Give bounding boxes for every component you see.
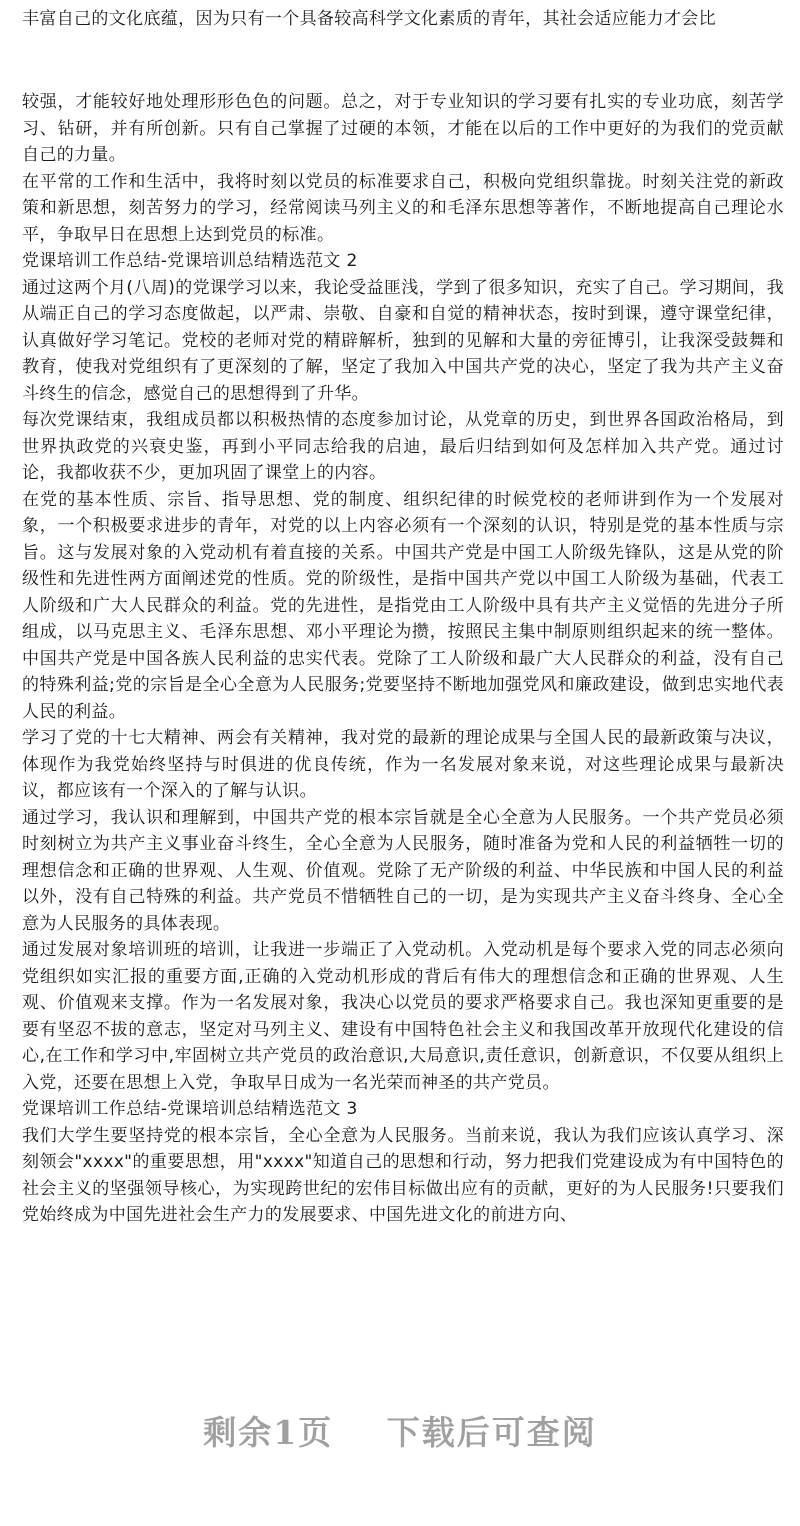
paragraph: 通过学习，我认识和理解到，中国共产党的根本宗旨就是全心全意为人民服务。一个共产党员必须时刻树立为共产主义事业奋斗终生，全心全意为人民服务，随时准备为党和人民的利益牺牲一切的理想信念和正确的世界观、人生观、价值观。党除了无产阶级的利益、中华民族和中国人民的利益以外，没有自己特殊的利益。共产党员不惜牺牲自己的一切，是为实现共产主义奋斗终身、全心全意为人民服务的具体表现。 [22,807,784,934]
paragraph: 每次党课结束，我组成员都以积极热情的态度参加讨论，从党章的历史，到世界各国政治格局，到世界执政党的兴衰史鉴，再到小平同志给我的启迪，最后归结到如何及怎样加入共产党。通过讨论，我都收获不少，更加巩固了课堂上的内容。 [22,410,784,483]
top-line: 丰富自己的文化底蕴，因为只有一个具备较高科学文化素质的青年，其社会适应能力才会比 [22,9,716,29]
section-title: 党课培训工作总结-党课培训总结精选范文 2 [22,251,358,271]
remaining-pages-label: 剩余1页 [203,1413,334,1452]
section-title: 党课培训工作总结-党课培训总结精选范文 3 [22,1099,358,1119]
paragraph: 较强，才能较好地处理形形色色的问题。总之，对于专业知识的学习要有扎实的专业功底，刻苦学习、钻研，并有所创新。只有自己掌握了过硬的本领，才能在以后的工作中更好的为我们的党贡献自己的力量。 [22,92,784,165]
paragraph: 通过发展对象培训班的培训，让我进一步端正了入党动机。入党动机是每个要求入党的同志必须向党组织如实汇报的重要方面,正确的入党动机形成的背后有伟大的理想信念和正确的世界观、人生观、价值观来支撑。作为一名发展对象，我决心以党员的要求严格要求自己。我也深知更重要的是要有坚忍不拔的意志，坚定对马列主义、建设有中国特色社会主义和我国改革开放现代化建设的信心,在工作和学习中,牢固树立共产党员的政治意识,大局意识,责任意识，创新意识，不仅要从组织上入党，还要在思想上入党，争取早日成为一名光荣而神圣的共产党员。 [22,940,784,1093]
paragraph: 在平常的工作和生活中，我将时刻以党员的标准要求自己，积极向党组织靠拢。时刻关注党的新政策和新思想，刻苦努力的学习，经常阅读马列主义的和毛泽东思想等著作，不断地提高自己理论水平，争取早日在思想上达到党员的标准。 [22,171,784,245]
download-to-view-label[interactable]: 下载后可查阅 [386,1413,597,1452]
paragraph: 在党的基本性质、宗旨、指导思想、党的制度、组织纪律的时候党校的老师讲到作为一个发展对象，一个积极要求进步的青年，对党的以上内容必须有一个深刻的认识，特别是党的基本性质与宗旨。这与发展对象的入党动机有着直接的关系。中国共产党是中国工人阶级先锋队，这是从党的阶级性和先进性两方面阐述党的性质。党的阶级性，是指中国共产党以中国工人阶级为基础，代表工人阶级和广大人民群众的利益。党的先进性，是指党由工人阶级中具有共产主义觉悟的先进分子所组成，以马克思主义、毛泽东思想、邓小平理论为攒，按照民主集中制原则组织起来的统一整体。中国共产党是中国各族人民利益的忠实代表。党除了工人阶级和最广大人民群众的利益，没有自己的特殊利益;党的宗旨是全心全意为人民服务;党要坚持不断地加强党风和廉政建设，做到忠实地代表人民的利益。 [22,489,784,722]
download-banner[interactable] [0,1413,800,1452]
paragraph: 我们大学生要坚持党的根本宗旨，全心全意为人民服务。当前来说，我认为我们应该认真学习、深刻领会"xxxx"的重要思想，用"xxxx"知道自己的思想和行动，努力把我们党建设成为有中国特色的社会主义的坚强领导核心，为实现跨世纪的宏伟目标做出应有的贡献，更好的为人民服务!只要我们党始终成为中国先进社会生产力的发展要求、中国先进文化的前进方向、 [22,1125,784,1225]
paragraph: 通过这两个月(八周)的党课学习以来，我论受益匪浅，学到了很多知识，充实了自己。学习期间，我从端正自己的学习态度做起，以严肃、崇敬、自豪和自觉的精神状态，按时到课，遵守课堂纪律，认真做好学习笔记。党校的老师对党的精辟解析，独到的见解和大量的旁征博引，让我深受鼓舞和教育，使我对党组织有了更深刻的了解，坚定了我加入中国共产党的决心，坚定了我为共产主义奋斗终生的信念，感觉自己的思想得到了升华。 [22,277,784,404]
body-block-1 [22,89,784,1229]
paragraph: 学习了党的十七大精神、两会有关精神，我对党的最新的理论成果与全国人民的最新政策与决议，体现作为我党始终坚持与时俱进的优良传统，作为一名发展对象来说，对这些理论成果与最新决议，都应该有一个深入的了解与认识。 [22,728,784,801]
